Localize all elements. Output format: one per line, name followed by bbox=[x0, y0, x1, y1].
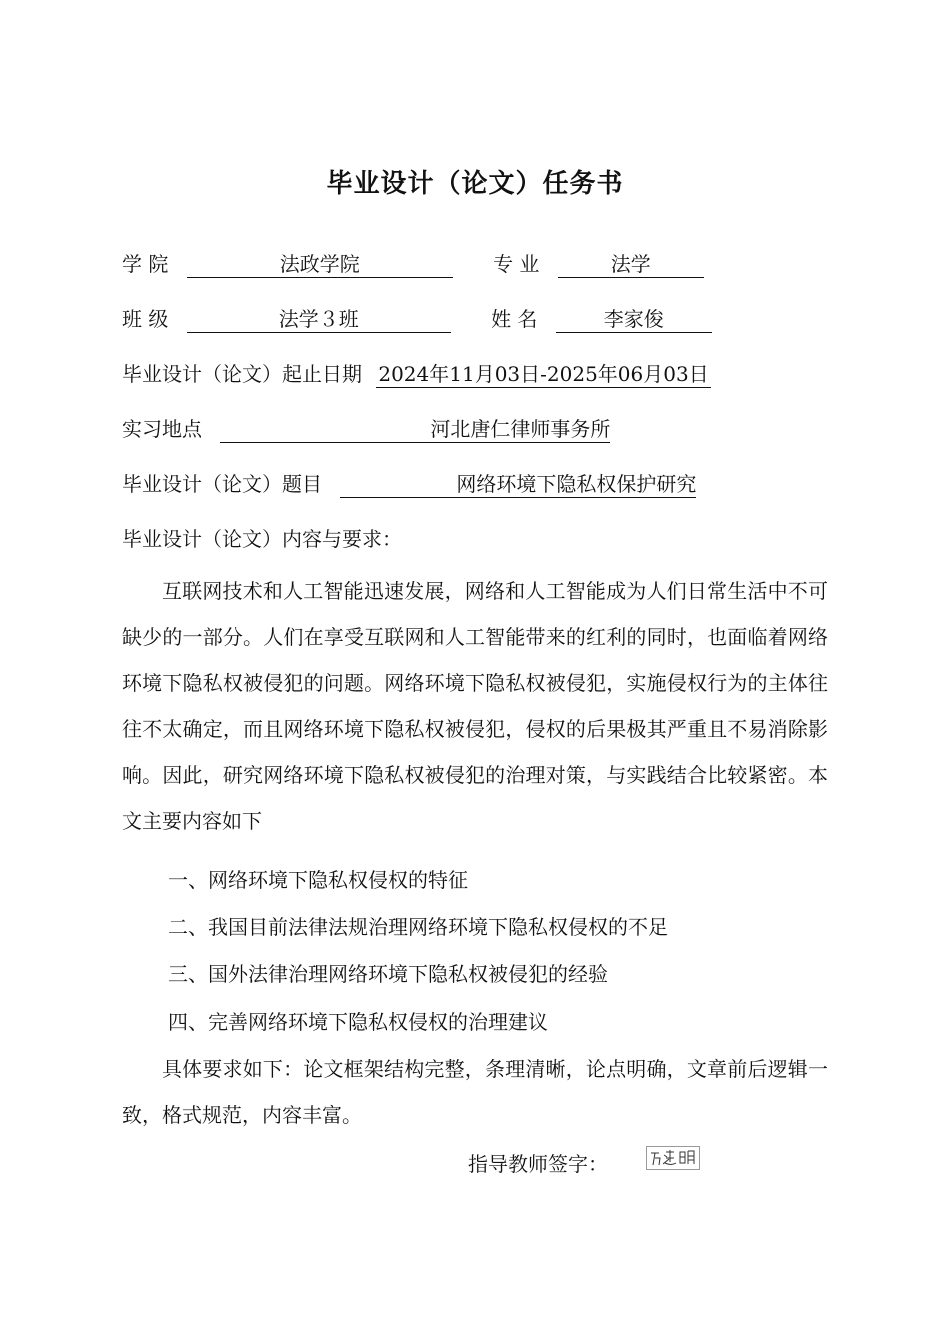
outline-item: 一、网络环境下隐私权侵权的特征 bbox=[168, 868, 468, 892]
college-major-row bbox=[122, 250, 704, 278]
dates-value: 2024年11月03日-2025年06月03日 bbox=[378, 362, 709, 386]
content-heading: 毕业设计（论文）内容与要求： bbox=[122, 527, 402, 551]
major-value: 法学 bbox=[558, 251, 704, 278]
dates-label: 毕业设计（论文）起止日期 bbox=[122, 362, 362, 386]
name-value: 李家俊 bbox=[556, 306, 712, 333]
class-label: 班 级 bbox=[122, 307, 169, 331]
document-title: 毕业设计（论文）任务书 bbox=[326, 169, 624, 199]
outline-item: 三、国外法律治理网络环境下隐私权被侵犯的经验 bbox=[168, 962, 608, 986]
college-label: 学 院 bbox=[122, 252, 169, 276]
topic-label: 毕业设计（论文）题目 bbox=[122, 472, 322, 496]
topic-value: 网络环境下隐私权保护研究 bbox=[340, 471, 696, 498]
handwritten-signature bbox=[646, 1146, 700, 1170]
class-value: 法学３班 bbox=[187, 306, 451, 333]
location-value: 河北唐仁律师事务所 bbox=[220, 416, 610, 443]
location-label: 实习地点 bbox=[122, 417, 202, 441]
dates-row bbox=[122, 360, 711, 388]
signature-label: 指导教师签字： bbox=[468, 1152, 608, 1176]
major-label: 专 业 bbox=[493, 252, 540, 276]
class-name-row bbox=[122, 305, 712, 333]
outline-item: 四、完善网络环境下隐私权侵权的治理建议 bbox=[168, 1010, 548, 1034]
requirements-paragraph: 具体要求如下：论文框架结构完整，条理清晰，论点明确，文章前后逻辑一致，格式规范，内容丰富。 bbox=[122, 1057, 828, 1127]
signature-scribble-icon bbox=[647, 1147, 699, 1169]
topic-row bbox=[122, 470, 696, 498]
outline-item: 二、我国目前法律法规治理网络环境下隐私权侵权的不足 bbox=[168, 915, 668, 939]
location-row bbox=[122, 415, 610, 443]
intro-paragraph: 互联网技术和人工智能迅速发展，网络和人工智能成为人们日常生活中不可缺少的一部分。人们在享受互联网和人工智能带来的红利的同时，也面临着网络环境下隐私权被侵犯的问题。网络环境下隐私权被侵犯，实施侵权行为的主体往往不太确定，而且网络环境下隐私权被侵犯，侵权的后果极其严重且不易消除影响。因此，研究网络环境下隐私权被侵犯的治理对策，与实践结合比较紧密。本文主要内容如下 bbox=[122, 579, 828, 833]
name-label: 姓 名 bbox=[491, 307, 538, 331]
college-value: 法政学院 bbox=[187, 251, 453, 278]
